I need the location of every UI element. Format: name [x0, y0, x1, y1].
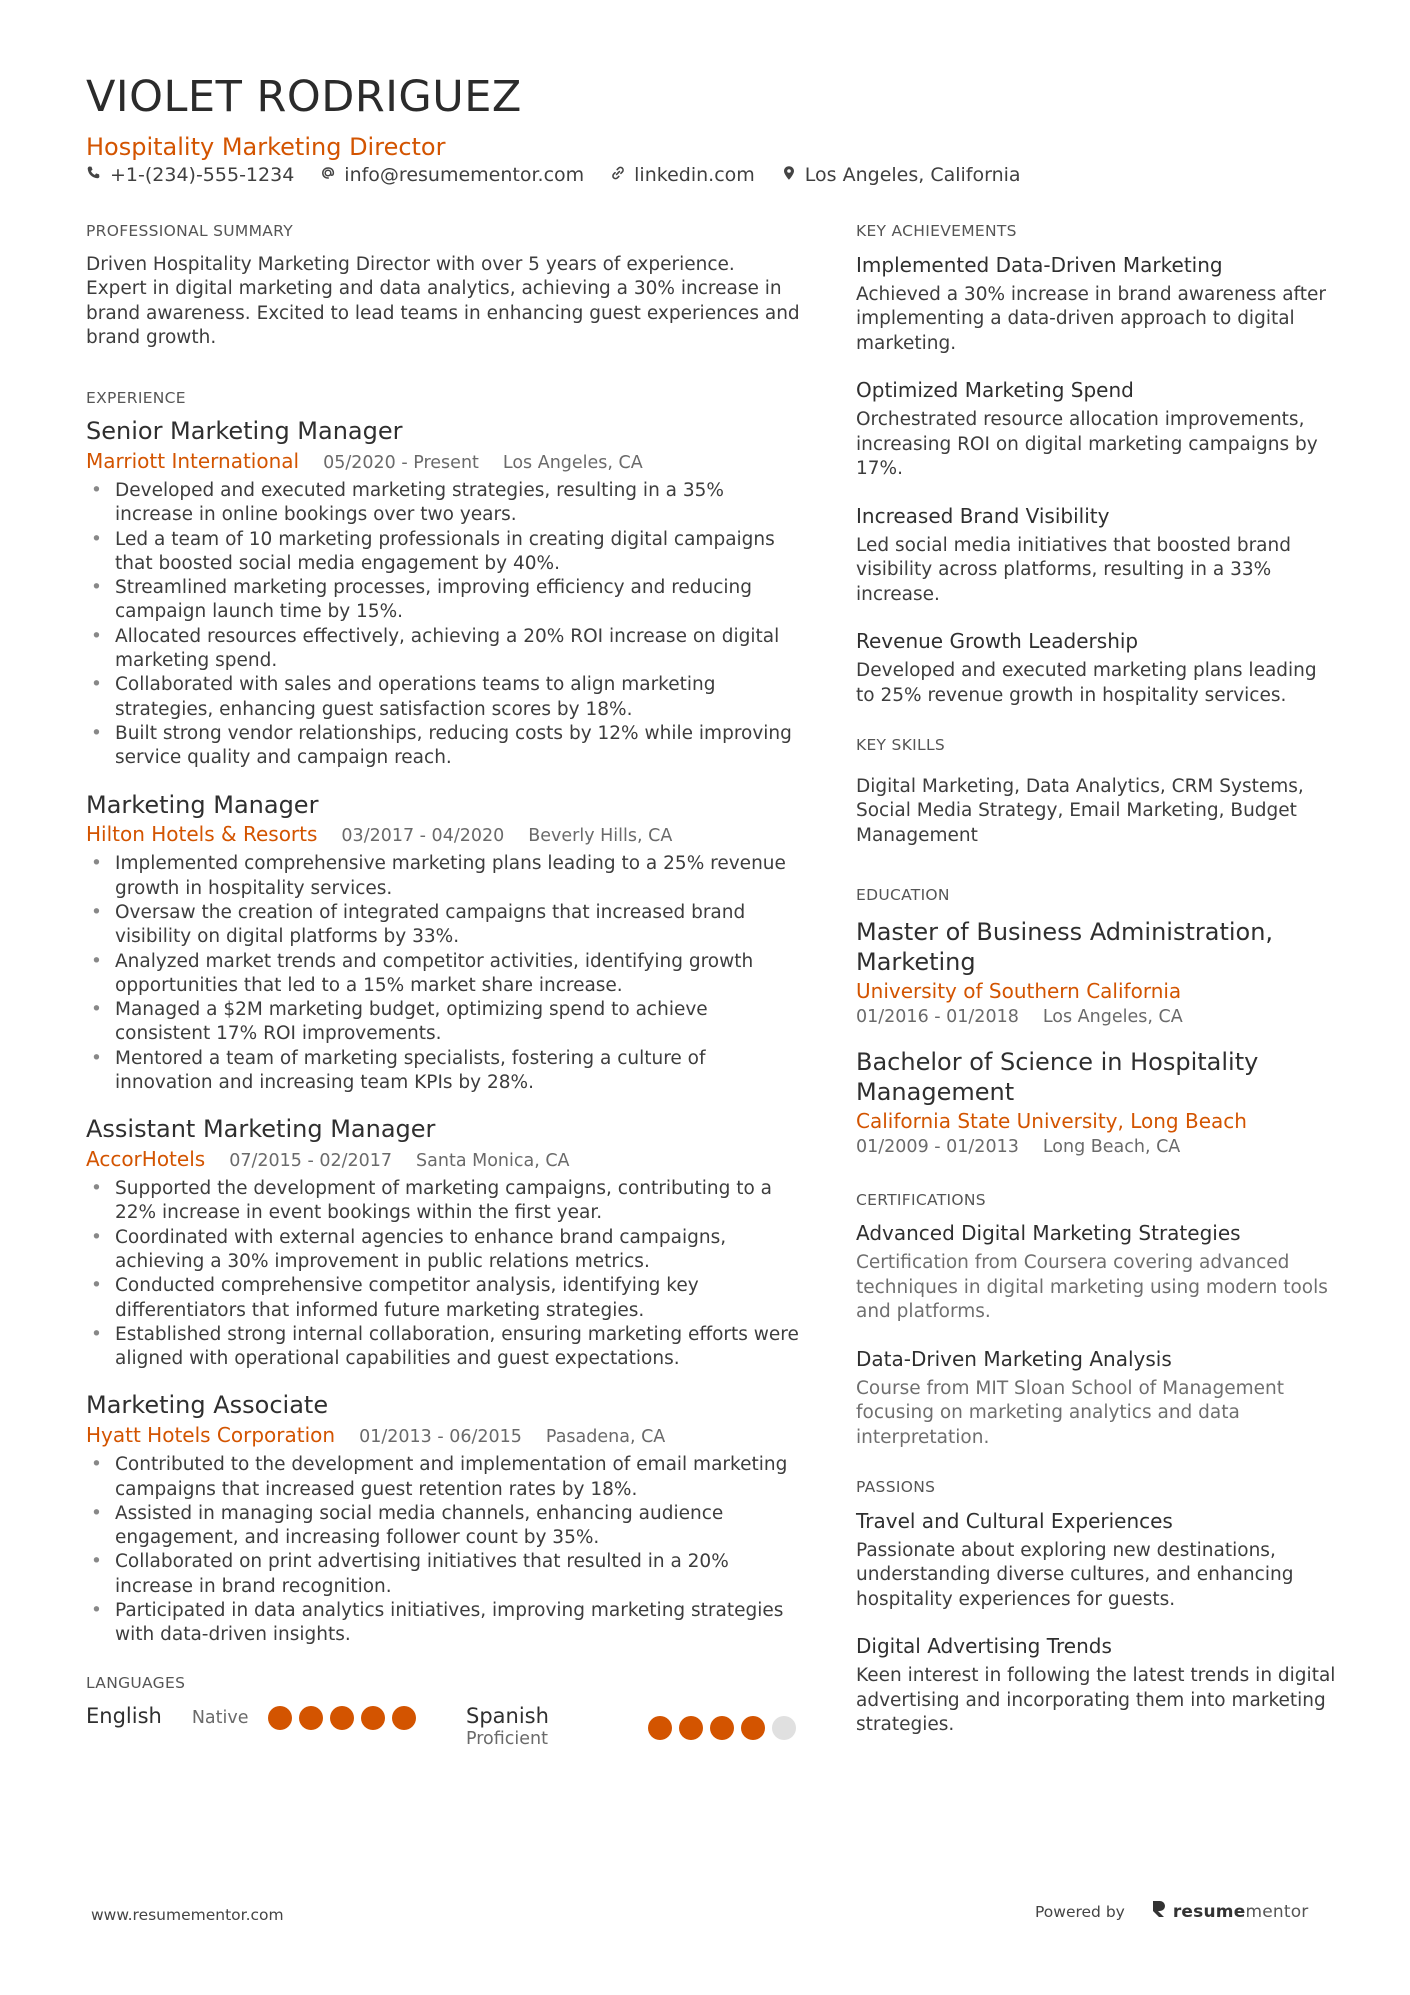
- passion-text: Passionate about exploring new destinations, understanding diverse cultures, and enhancing hospitality experiences for guests.: [856, 1539, 1294, 1610]
- education-location: Los Angeles, CA: [1042, 1006, 1183, 1027]
- achievements-heading: KEY ACHIEVEMENTS: [856, 222, 1017, 240]
- contact-bar: [86, 164, 1021, 186]
- language-item: [466, 1704, 796, 1749]
- job-entry: [86, 1391, 801, 1647]
- language-item: [86, 1704, 416, 1749]
- passion-text: Keen interest in following the latest trends in digital advertising and incorporating them into marketing strategies.: [856, 1665, 1336, 1736]
- passion-title: Travel and Cultural Experiences: [856, 1508, 1173, 1533]
- certifications-heading: CERTIFICATIONS: [856, 1190, 986, 1209]
- certification-title: Data-Driven Marketing Analysis: [856, 1346, 1172, 1371]
- job-bullet: • Contributed to the development and implementation of email marketing campaigns that increased guest retention rates by 18%.: [86, 1453, 801, 1502]
- languages-section: [86, 1674, 801, 1750]
- job-meta: [86, 822, 801, 846]
- job-entry: [86, 1115, 801, 1371]
- job-title: Senior Marketing Manager: [86, 417, 403, 446]
- location-text: Los Angeles, California: [804, 164, 1021, 186]
- passion-title: Digital Advertising Trends: [856, 1634, 1112, 1659]
- language-level: Proficient: [466, 1729, 548, 1750]
- job-bullet: • Streamlined marketing processes, improving efficiency and reducing campaign launch time by 15%.: [86, 576, 801, 625]
- phone-text: +1-(234)-555-1234: [110, 164, 295, 186]
- language-rating: [648, 1716, 796, 1740]
- job-company: Marriott International: [86, 448, 300, 473]
- achievement-text: Achieved a 30% increase in brand awareness after implementing a data-driven approach to digital marketing.: [856, 283, 1326, 354]
- education-item: [856, 1047, 1336, 1157]
- rating-dot-filled: [299, 1706, 323, 1730]
- job-bullet: • Developed and executed marketing strategies, resulting in a 35% increase in online bookings over two years.: [86, 479, 801, 528]
- achievement-text: Orchestrated resource allocation improvements, increasing ROI on digital marketing campaigns by 17%.: [856, 409, 1318, 480]
- education-heading: EDUCATION: [856, 886, 950, 905]
- email-text[interactable]: info@resumementor.com: [344, 164, 585, 186]
- contact-email[interactable]: [320, 164, 584, 186]
- job-bullet: • Collaborated on print advertising initiatives that resulted in a 20% increase in brand recognition.: [86, 1550, 801, 1599]
- brand-logo[interactable]: [1151, 1900, 1309, 1923]
- rating-dot-empty: [772, 1716, 796, 1740]
- passion-item: [856, 1509, 1336, 1613]
- certification-text: Certification from Coursera covering advanced techniques in digital marketing using modern tools and platforms.: [856, 1252, 1328, 1323]
- experience-heading: EXPERIENCE: [86, 388, 186, 407]
- job-bullets: [86, 1453, 801, 1647]
- phone-icon: [86, 164, 102, 186]
- education-location: Long Beach, CA: [1042, 1136, 1181, 1157]
- job-dates: 01/2013 - 06/2015: [359, 1427, 522, 1448]
- job-bullets: [86, 852, 801, 1095]
- job-bullet: • Managed a $2M marketing budget, optimizing spend to achieve consistent 17% ROI improvements.: [86, 998, 801, 1047]
- job-bullet: • Mentored a team of marketing specialists, fostering a culture of innovation and increasing team KPIs by 28%.: [86, 1047, 801, 1096]
- passions-section: [856, 1478, 1336, 1738]
- education-degree: Bachelor of Science in Hospitality Management: [856, 1047, 1259, 1106]
- job-meta: [86, 1423, 801, 1447]
- education-section: [856, 886, 1336, 1157]
- skills-text: Digital Marketing, Data Analytics, CRM Systems, Social Media Strategy, Email Marketing, Budget Management: [856, 775, 1304, 846]
- rating-dot-filled: [648, 1716, 672, 1740]
- resumementor-logo-icon: [1151, 1900, 1167, 1923]
- education-dates: 01/2009 - 01/2013: [856, 1136, 1019, 1157]
- achievement-title: Increased Brand Visibility: [856, 503, 1110, 528]
- job-entry: [86, 417, 801, 770]
- achievements-section: [856, 222, 1336, 708]
- job-meta: [86, 449, 801, 473]
- rating-dot-filled: [361, 1706, 385, 1730]
- at-icon: [320, 164, 336, 186]
- language-level: Native: [191, 1708, 249, 1729]
- language-rating: [268, 1706, 416, 1730]
- linkedin-text[interactable]: linkedin.com: [634, 164, 755, 186]
- rating-dot-filled: [710, 1716, 734, 1740]
- rating-dot-filled: [741, 1716, 765, 1740]
- contact-phone: [86, 164, 294, 186]
- job-location: Pasadena, CA: [545, 1427, 666, 1448]
- job-title: Assistant Marketing Manager: [86, 1115, 436, 1144]
- achievement-item: [856, 504, 1336, 608]
- job-bullet: • Assisted in managing social media channels, enhancing audience engagement, and increasing follower count by 35%.: [86, 1502, 801, 1551]
- right-column: [856, 222, 1336, 1776]
- candidate-title: Hospitality Marketing Director: [86, 133, 446, 161]
- contact-linkedin[interactable]: [610, 164, 755, 186]
- languages-row: [86, 1704, 796, 1749]
- job-bullet: • Oversaw the creation of integrated campaigns that increased brand visibility on digital platforms by 33%.: [86, 901, 801, 950]
- job-bullet: • Implemented comprehensive marketing plans leading to a 25% revenue growth in hospitality services.: [86, 852, 801, 901]
- footer-website[interactable]: www.resumementor.com: [91, 1906, 284, 1924]
- job-bullet: • Participated in data analytics initiatives, improving marketing strategies with data-driven insights.: [86, 1599, 801, 1648]
- skills-heading: KEY SKILLS: [856, 736, 946, 755]
- achievement-item: [856, 253, 1336, 357]
- job-company: Hilton Hotels & Resorts: [86, 822, 318, 847]
- job-meta: [86, 1147, 801, 1171]
- languages-heading: LANGUAGES: [86, 1673, 186, 1692]
- job-bullets: [86, 479, 801, 771]
- rating-dot-filled: [679, 1716, 703, 1740]
- achievement-title: Implemented Data-Driven Marketing: [856, 252, 1223, 277]
- job-bullet: • Analyzed market trends and competitor activities, identifying growth opportunities that led to a 15% market share increase.: [86, 950, 801, 999]
- education-school: California State University, Long Beach: [856, 1108, 1247, 1133]
- job-entry: [86, 791, 801, 1096]
- education-degree: Master of Business Administration, Marketing: [856, 917, 1274, 976]
- job-company: AccorHotels: [86, 1147, 206, 1172]
- achievement-item: [856, 378, 1336, 482]
- education-dates: 01/2016 - 01/2018: [856, 1006, 1019, 1027]
- language-name: English: [86, 1704, 162, 1729]
- rating-dot-filled: [392, 1706, 416, 1730]
- candidate-name: VIOLET RODRIGUEZ: [86, 72, 522, 122]
- map-pin-icon: [781, 164, 797, 186]
- language-name: Spanish: [466, 1704, 549, 1729]
- education-school: University of Southern California: [856, 978, 1182, 1003]
- education-meta: [856, 1007, 1336, 1027]
- rating-dot-filled: [330, 1706, 354, 1730]
- job-company: Hyatt Hotels Corporation: [86, 1423, 336, 1448]
- certification-title: Advanced Digital Marketing Strategies: [856, 1221, 1241, 1246]
- certification-text: Course from MIT Sloan School of Management focusing on marketing analytics and data interpretation.: [856, 1377, 1285, 1448]
- job-bullet: • Led a team of 10 marketing professionals in creating digital campaigns that boosted social media engagement by 40%.: [86, 528, 801, 577]
- job-dates: 05/2020 - Present: [323, 452, 479, 473]
- job-bullet: • Coordinated with external agencies to enhance brand campaigns, achieving a 30% improvement in public relations metrics.: [86, 1226, 801, 1275]
- certification-item: [856, 1221, 1336, 1325]
- education-meta: [856, 1137, 1336, 1157]
- link-icon: [610, 164, 626, 186]
- passion-item: [856, 1634, 1336, 1738]
- job-bullet: • Conducted comprehensive competitor analysis, identifying key differentiators that informed future marketing strategies.: [86, 1274, 801, 1323]
- contact-location: [781, 164, 1021, 186]
- footer-powered: [1035, 1900, 1309, 1923]
- achievement-text: Developed and executed marketing plans leading to 25% revenue growth in hospitality services.: [856, 660, 1317, 706]
- skills-section: [856, 736, 1336, 848]
- left-column: [86, 222, 801, 1787]
- experience-section: [86, 389, 801, 1648]
- powered-by-text: Powered by: [1035, 1902, 1125, 1921]
- job-location: Santa Monica, CA: [416, 1151, 570, 1172]
- summary-section: [86, 222, 801, 351]
- achievement-text: Led social media initiatives that boosted brand visibility across platforms, resulting in a 33% increase.: [856, 534, 1291, 605]
- achievement-title: Revenue Growth Leadership: [856, 629, 1139, 654]
- job-location: Beverly Hills, CA: [528, 826, 673, 847]
- job-bullet: • Built strong vendor relationships, reducing costs by 12% while improving service quality and campaign reach.: [86, 722, 801, 771]
- brand-name-thin: mentor: [1245, 1901, 1309, 1922]
- job-dates: 03/2017 - 04/2020: [341, 826, 505, 847]
- rating-dot-filled: [268, 1706, 292, 1730]
- job-bullets: [86, 1177, 801, 1371]
- education-item: [856, 917, 1336, 1027]
- summary-heading: PROFESSIONAL SUMMARY: [86, 222, 294, 240]
- job-bullet: • Supported the development of marketing campaigns, contributing to a 22% increase in event bookings within the first year.: [86, 1177, 801, 1226]
- certification-item: [856, 1347, 1336, 1451]
- job-dates: 07/2015 - 02/2017: [229, 1151, 393, 1172]
- job-location: Los Angeles, CA: [502, 452, 643, 473]
- job-bullet: • Established strong internal collaboration, ensuring marketing efforts were aligned with operational capabilities and guest expectations.: [86, 1323, 801, 1372]
- job-title: Marketing Associate: [86, 1391, 329, 1420]
- job-bullet: • Allocated resources effectively, achieving a 20% ROI increase on digital marketing spend.: [86, 625, 801, 674]
- job-bullet: • Collaborated with sales and operations teams to align marketing strategies, enhancing guest satisfaction scores by 18%.: [86, 673, 801, 722]
- passions-heading: PASSIONS: [856, 1478, 936, 1497]
- achievement-title: Optimized Marketing Spend: [856, 378, 1134, 403]
- certifications-section: [856, 1191, 1336, 1451]
- achievement-item: [856, 629, 1336, 708]
- brand-name-bold: resume: [1172, 1901, 1246, 1922]
- job-title: Marketing Manager: [86, 790, 319, 819]
- summary-text: Driven Hospitality Marketing Director with over 5 years of experience. Expert in digital marketing and data analytics, achieving a 30% increase in brand awareness. Excited to lead teams in enhancing guest experiences and brand growth.: [86, 253, 800, 349]
